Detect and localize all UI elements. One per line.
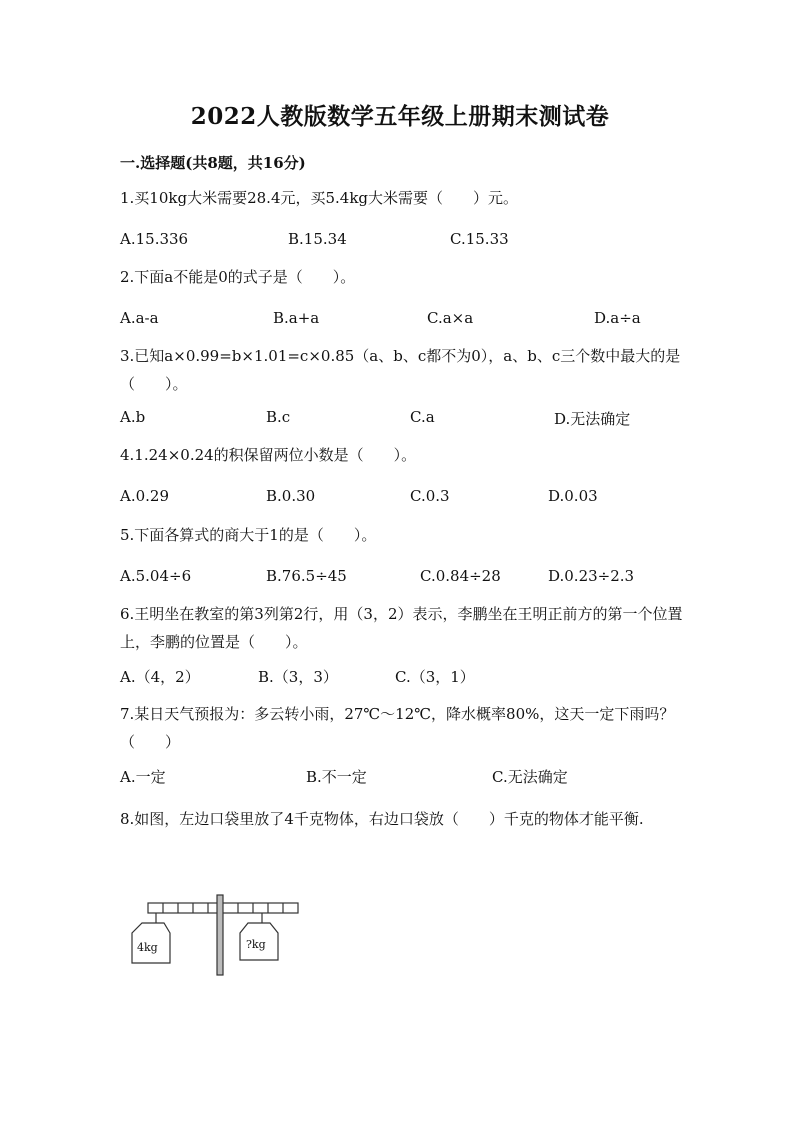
q6-option-c: C.（3，1）	[395, 668, 475, 686]
question-6: 6.王明坐在教室的第3列第2行，用（3，2）表示，李鹏坐在王明正前方的第一个位置上，李鹏的位置是（ ）。	[120, 605, 683, 651]
q3-option-c: C.a	[410, 408, 435, 426]
left-bag-label: 4kg	[137, 941, 158, 954]
q5-option-b: B.76.5÷45	[266, 567, 347, 585]
right-bag-label: ?kg	[246, 938, 266, 951]
q4-option-c: C.0.3	[410, 487, 450, 505]
q3-option-a: A.b	[120, 408, 146, 426]
q6-option-a: A.（4，2）	[120, 668, 200, 686]
q2-option-d: D.a÷a	[594, 309, 641, 327]
q3-option-d: D.无法确定	[554, 410, 631, 428]
q1-option-a: A.15.336	[120, 230, 189, 248]
q3-option-b: B.c	[266, 408, 291, 426]
q5-option-c: C.0.84÷28	[420, 567, 501, 585]
page-title: 2022人教版数学五年级上册期末测试卷	[190, 103, 610, 130]
q4-option-a: A.0.29	[120, 487, 169, 505]
question-2: 2.下面a不能是0的式子是（ ）。	[120, 268, 356, 286]
q6-option-b: B.（3，3）	[258, 668, 338, 686]
q2-option-a: A.a-a	[120, 309, 159, 327]
q2-option-c: C.a×a	[427, 309, 474, 327]
balance-scale-figure	[124, 893, 314, 987]
question-8: 8.如图，左边口袋里放了4千克物体，右边口袋放（ ）千克的物体才能平衡.	[120, 810, 644, 828]
q5-option-d: D.0.23÷2.3	[548, 567, 635, 585]
q1-option-b: B.15.34	[288, 230, 347, 248]
q1-option-c: C.15.33	[450, 230, 509, 248]
balance-scale-icon	[124, 893, 314, 983]
q4-option-d: D.0.03	[548, 487, 598, 505]
q7-option-c: C.无法确定	[492, 768, 568, 786]
q7-option-b: B.不一定	[306, 768, 367, 786]
question-1: 1.买10kg大米需要28.4元，买5.4kg大米需要（ ）元。	[120, 189, 519, 207]
section-heading: 一.选择题(共8题，共16分)	[120, 154, 306, 172]
q5-option-a: A.5.04÷6	[120, 567, 192, 585]
question-5: 5.下面各算式的商大于1的是（ ）。	[120, 526, 377, 544]
q4-option-b: B.0.30	[266, 487, 316, 505]
question-3: 3.已知a×0.99=b×1.01=c×0.85（a、b、c都不为0），a、b、c三个数中最大的是（ ）。	[120, 347, 681, 393]
q2-option-b: B.a+a	[273, 309, 320, 327]
question-7: 7.某日天气预报为：多云转小雨，27℃～12℃，降水概率80%，这天一定下雨吗？（ ）	[120, 705, 675, 751]
q7-option-a: A.一定	[120, 768, 166, 786]
question-4: 4.1.24×0.24的积保留两位小数是（ ）。	[120, 446, 417, 464]
